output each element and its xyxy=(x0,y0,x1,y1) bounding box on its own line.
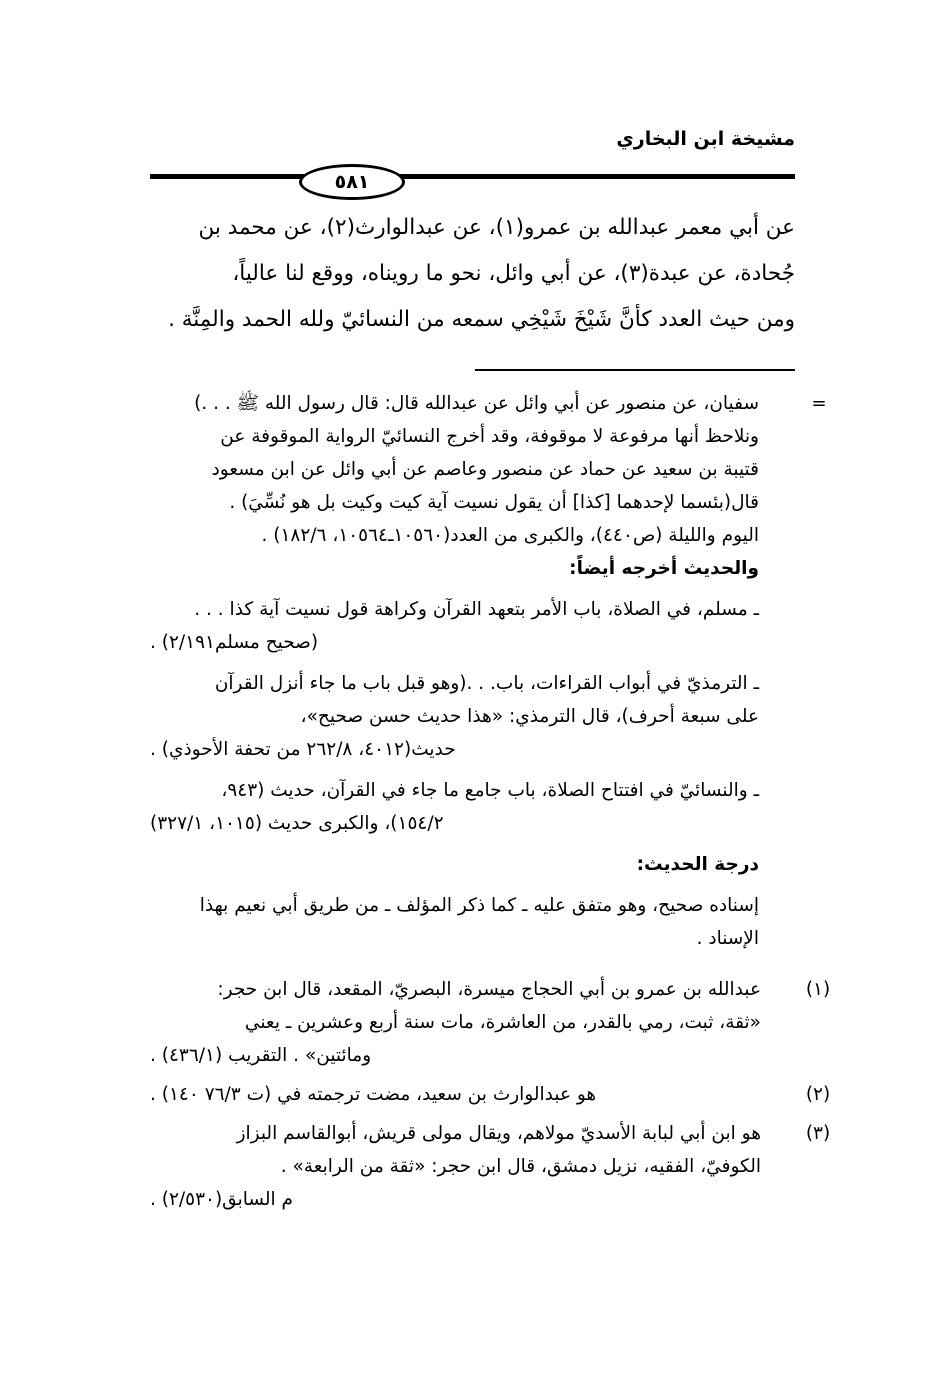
book-title: مشيخة ابن البخاري xyxy=(616,128,795,150)
footnote-item xyxy=(150,973,831,1072)
note-line-7: ـ مسلم، في الصلاة، باب الأمر بتعهد القرآن وكراهة قول نسيت آية كذا . . . xyxy=(194,599,759,620)
main-paragraph xyxy=(150,205,795,343)
note-line-8: (صحيح مسلم٢/١٩١) . xyxy=(150,632,319,653)
main-paragraph-line-1: عن أبي معمر عبدالله بن عمرو(١)، عن عبدالوارث(٢)، عن محمد بن xyxy=(198,215,795,240)
note-line-6: والحديث أخرجه أيضاً: xyxy=(569,558,759,579)
footnote-item xyxy=(150,1117,831,1216)
continuation-marker: = xyxy=(811,393,827,414)
note-line-16: الإسناد . xyxy=(696,928,759,949)
footnote-line: هو عبدالوارث بن سعيد، مضت ترجمته في (ت ٧٦/٣ ١٤٠) . xyxy=(150,1084,597,1105)
note-line-10: على سبعة أحرف)، قال الترمذي: «هذا حديث حسن صحيح»، xyxy=(300,706,759,727)
note-line-14: درجة الحديث: xyxy=(636,854,759,875)
footnote-separator-rule xyxy=(475,369,795,371)
footnote-line: عبدالله بن عمرو بن أبي الحجاج ميسرة، البصريّ، المقعد، قال ابن حجر: xyxy=(217,979,761,1000)
footnote-line: ومائتين» . التقريب (٤٣٦/١) . xyxy=(150,1045,372,1066)
footnote-line: هو ابن أبي لبابة الأسديّ مولاهم، ويقال مولى قريش، أبوالقاسم البزاز xyxy=(236,1123,761,1144)
footnote-number: (٢) xyxy=(805,1084,831,1105)
footnote-line: الكوفيّ، الفقيه، نزيل دمشق، قال ابن حجر: «ثقة من الرابعة» . xyxy=(280,1156,761,1177)
header-rule xyxy=(150,166,795,193)
footnote-line: «ثقة، ثبت، رمي بالقدر، من العاشرة، مات سنة أربع وعشرين ـ يعني xyxy=(244,1012,761,1033)
main-paragraph-line-2: جُحادة، عن عبدة(٣)، عن أبي وائل، نحو ما رويناه، ووقع لنا عالياً، xyxy=(232,261,795,286)
note-line-2: ونلاحظ أنها مرفوعة لا موقوفة، وقد أخرج النسائيّ الرواية الموقوفة عن xyxy=(220,426,759,447)
note-line-11: حديث(٤٠١٢، ٢٦٢/٨ من تحفة الأحوذي) . xyxy=(150,739,456,760)
footnote-number: (١) xyxy=(805,979,831,1000)
note-line-12: ـ والنسائيّ في افتتاح الصلاة، باب جامع ما جاء في القرآن، حديث (٩٤٣، xyxy=(221,780,759,801)
note-line-9: ـ الترمذيّ في أبواب القراءات، باب. . .(وهو قبل باب ما جاء أنزل القرآن xyxy=(214,673,759,694)
main-paragraph-line-3: ومن حيث العدد كأنَّ شَيْخَ شَيْخِي سمعه من النسائيّ ولله الحمد والمِنَّة . xyxy=(168,307,795,332)
note-line-4: قال(بئسما لإحدهما [كذا] أن يقول نسيت آية كيت وكيت بل هو نُسِّيَ) . xyxy=(229,492,759,513)
page-header xyxy=(150,128,795,193)
footnote-list xyxy=(150,973,831,1216)
note-line-15: إسناده صحيح، وهو متفق عليه ـ كما ذكر المؤلف ـ من طريق أبي نعيم بهذا xyxy=(199,895,759,916)
notes-block xyxy=(150,387,831,1216)
note-line-5: اليوم والليلة (ص٤٤٠)، والكبرى من العدد(١٠٥٦٠ـ١٠٥٦٤، ١٨٢/٦) . xyxy=(261,525,759,546)
footnote-item xyxy=(150,1078,831,1111)
continued-note xyxy=(150,387,827,955)
note-line-13: ١٥٤/٢)، والكبرى حديث (١٠١٥، ٣٢٧/١) xyxy=(150,813,444,834)
footnote-number: (٣) xyxy=(805,1123,831,1144)
page-number: ٥٨١ xyxy=(299,164,405,200)
page-content xyxy=(150,205,831,1222)
note-line-1: سفيان، عن منصور عن أبي وائل عن عبدالله قال: قال رسول الله ﷺ . . .) xyxy=(194,393,759,414)
footnote-line: م السابق(٢/٥٣٠) . xyxy=(150,1189,294,1210)
note-line-3: قتيبة بن سعيد عن حماد عن منصور وعاصم عن أبي وائل عن ابن مسعود xyxy=(211,459,759,480)
